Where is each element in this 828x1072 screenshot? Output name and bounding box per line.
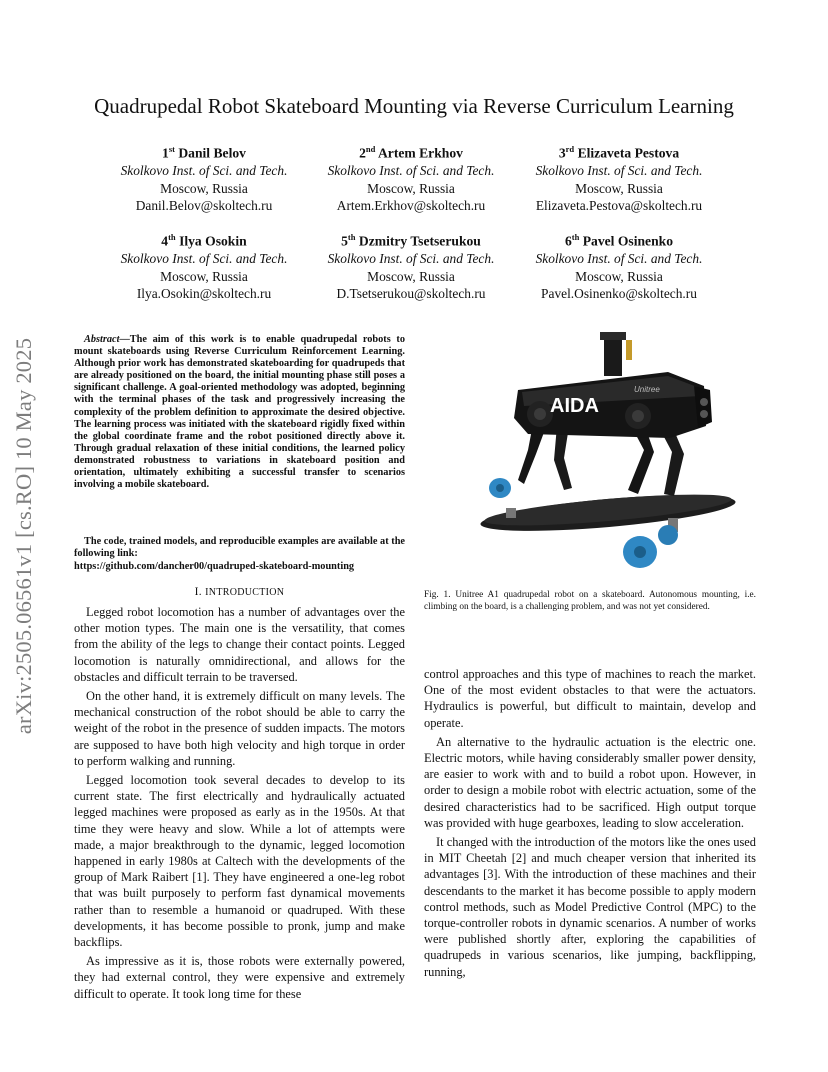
- robot-label: AIDA: [550, 395, 599, 417]
- author-location: Moscow, Russia: [575, 180, 663, 196]
- author-block: [514, 141, 724, 215]
- author-block: [306, 141, 516, 215]
- author-block: [514, 229, 724, 303]
- author-affiliation: Skolkovo Inst. of Sci. and Tech.: [535, 251, 703, 267]
- author-location: Moscow, Russia: [160, 268, 248, 284]
- author-block: [99, 141, 309, 215]
- section-title: INTRODUCTION: [205, 587, 285, 598]
- abstract: [74, 334, 405, 491]
- left-column-body: [74, 604, 405, 1005]
- body-paragraph: Legged locomotion took several decades to develop to its current state. The first electrically and hydraulically actuated legged machines were proposed as early as in the 1950s. At that time they were heavy and slow. While a lot of attempts were made, a major breakthrough to the dynamic, legged locomotion happened in early 1980s at Caltech with the developments of the group of Mark Raibert [1]. They have engineered a one-leg robot that was built purposely to perform fast dynamical movements rather than to resemble a humanoid or quadruped. With these developments, it has become possible to pronk, jump and make backflips.: [74, 773, 405, 950]
- author-affiliation: Skolkovo Inst. of Sci. and Tech.: [327, 163, 495, 179]
- author-affiliation: Skolkovo Inst. of Sci. and Tech.: [120, 163, 288, 179]
- author-location: Moscow, Russia: [575, 268, 663, 284]
- author-affiliation: Skolkovo Inst. of Sci. and Tech.: [327, 251, 495, 267]
- abstract-text: —The aim of this work is to enable quadrupedal robots to mount skateboards using Reverse Curriculum Reinforcement Learning. Although prior work has demonstrated skateboarding for quadrupeds that are already positioned on the board, the initial mounting phase still poses a significant challenge. A goal-oriented methodology was adopted, beginning with the terminal phases of the task and progressively increasing the complexity of the problem definition to approximate the desired objective. The learning process was initiated with the skateboard rigidly fixed within the global coordinate frame and the robot positioned directly above it. Through gradual relaxation of these initial conditions, the learned policy demonstrated robustness to variations in skateboard position and orientation, ultimately exhibiting a successful transfer to scenarios involving a mobile skateboard.: [74, 334, 405, 491]
- author-name: 5th Dzmitry Tsetserukou: [341, 232, 481, 249]
- right-column-body: [424, 666, 756, 983]
- body-paragraph: An alternative to the hydraulic actuation is the electric one. Electric motors, while having considerably smaller power density, are easier to work with and to build a robot upon. However, in order to design a mobile robot with electric actuation, some of the desired characteristics had to be sacrificed. High output torque was provided with huge gearboxes, leading to slow acceleration.: [424, 734, 756, 830]
- author-location: Moscow, Russia: [367, 268, 455, 284]
- author-affiliation: Skolkovo Inst. of Sci. and Tech.: [120, 251, 288, 267]
- body-paragraph: control approaches and this type of machines to reach the market. One of the most evident obstacles to that were the actuators. Hydraulics is powerful, but difficult to maintain, develop and operate.: [424, 667, 756, 730]
- author-name: 6th Pavel Osinenko: [564, 232, 674, 249]
- abstract-label: Abstract: [84, 334, 120, 345]
- figure-caption: Fig. 1. Unitree A1 quadrupedal robot on a skateboard. Autonomous mounting, i.e. climbing on the board, is a challenging problem, and was not yet considered.: [424, 590, 756, 612]
- author-email: Ilya.Osokin@skoltech.ru: [136, 286, 272, 302]
- body-paragraph: It changed with the introduction of the motors like the ones used in MIT Cheetah [2] and much cheaper version that inherited its advantages [3]. With the introduction of these machines and their descendants to the market it has become possible to apply modern control methods, such as Model Predictive Control (MPC) to the torque-controller robots in dynamic scenarios. A number of works were published shortly after, exploring the capabilities of quadrupeds in various scenarios, like jumping, backflipping, running,: [424, 835, 756, 979]
- body-paragraph: On the other hand, it is extremely difficult on many levels. The mechanical construction of the robot should be able to carry the weight of the robot in the presence of sudden impacts. The motors are supposed to have both high velocity and high torque in order to perform walking and running.: [74, 689, 405, 768]
- section-number: I.: [194, 586, 202, 598]
- author-name: 3rd Elizaveta Pestova: [558, 144, 680, 161]
- paper-title: Quadrupedal Robot Skateboard Mounting via Reverse Curriculum Learning: [94, 94, 734, 118]
- brand-label: Unitree: [634, 385, 660, 394]
- author-email: Pavel.Osinenko@skoltech.ru: [541, 286, 697, 302]
- author-location: Moscow, Russia: [160, 180, 248, 196]
- author-email: Elizaveta.Pestova@skoltech.ru: [535, 198, 703, 214]
- code-availability: The code, trained models, and reproducible examples are available at the following link:: [74, 536, 405, 560]
- sensor-mast: [604, 336, 622, 376]
- author-affiliation: Skolkovo Inst. of Sci. and Tech.: [535, 163, 703, 179]
- author-block: [99, 229, 309, 303]
- author-name: 1st Danil Belov: [162, 144, 246, 161]
- section-heading: [74, 586, 405, 598]
- author-name: 4th Ilya Osokin: [161, 232, 247, 249]
- author-block: [306, 229, 516, 303]
- arxiv-identifier: arXiv:2505.06561v1 [cs.RO] 10 May 2025: [11, 337, 36, 735]
- author-email: D.Tsetserukou@skoltech.ru: [336, 286, 486, 302]
- author-email: Danil.Belov@skoltech.ru: [135, 198, 273, 214]
- robot-skateboard-figure: [458, 330, 738, 578]
- repository-link[interactable]: https://github.com/dancher00/quadruped-skateboard-mounting: [74, 561, 355, 572]
- body-paragraph: Legged robot locomotion has a number of advantages over the other motion types. The main one is the versatility, that comes from the ability of the legs to change their contact points. Legged locomotion is naturally omnidirectional, and allows for the obstacles and difficult terrain to be traversed.: [74, 605, 405, 684]
- skateboard-wheel: [658, 525, 678, 545]
- author-name: 2nd Artem Erkhov: [359, 144, 463, 161]
- author-location: Moscow, Russia: [367, 180, 455, 196]
- author-email: Artem.Erkhov@skoltech.ru: [336, 198, 486, 214]
- body-paragraph: As impressive as it is, those robots were externally powered, they had external control, they were expensive and extremely difficult to operate. It took long time for these: [74, 954, 405, 1001]
